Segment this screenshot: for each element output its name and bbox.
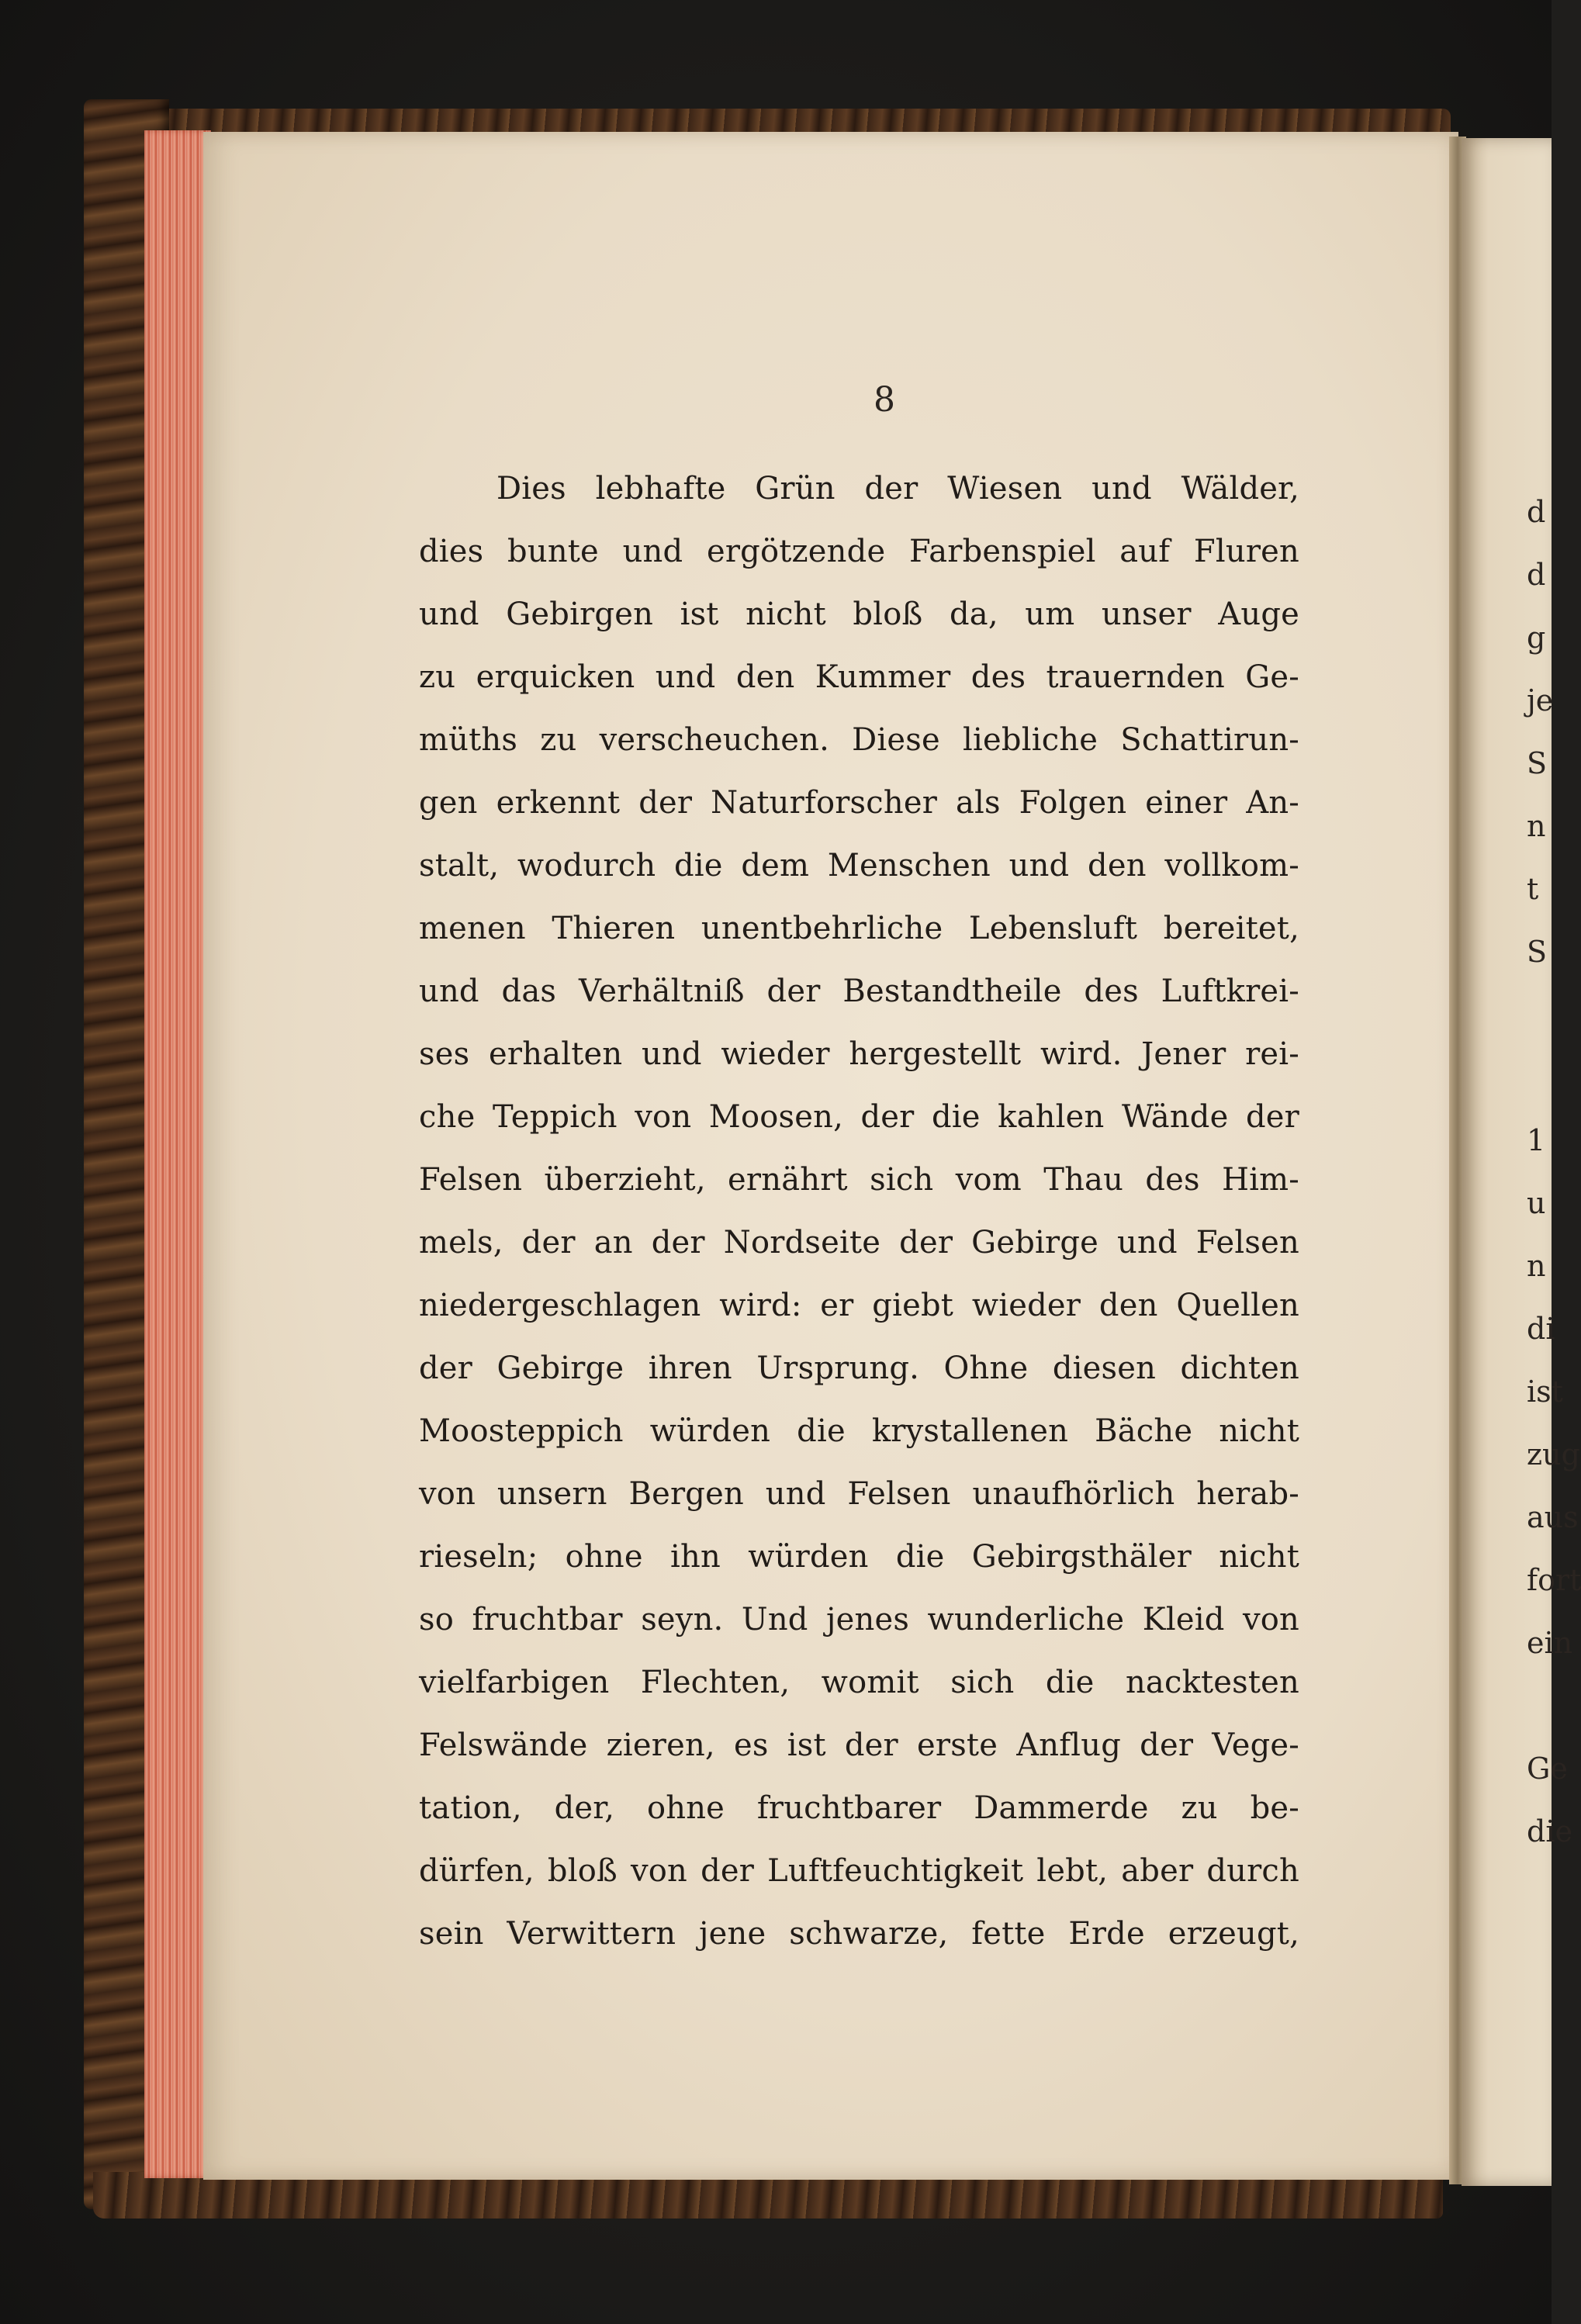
text-line: rieseln; ohne ihn würden die Gebirgsthäler nicht	[419, 1539, 1299, 1575]
text-line: niedergeschlagen wird: er giebt wieder den Quellen	[419, 1288, 1299, 1323]
text-line: Felswände zieren, es ist der erste Anflug der Vege-	[419, 1727, 1299, 1763]
text-line: che Teppich von Moosen, der die kahlen Wände der	[419, 1099, 1299, 1135]
page-number: 8	[874, 380, 895, 420]
facing-fragment	[1527, 1046, 1552, 1109]
text-line: stalt, wodurch die dem Menschen und den vollkom-	[419, 848, 1299, 884]
facing-fragment	[1527, 1675, 1552, 1738]
facing-fragment: n	[1527, 1249, 1546, 1283]
text-line: und Gebirgen ist nicht bloß da, um unser Auge	[419, 597, 1299, 632]
facing-fragment: g	[1527, 621, 1546, 655]
facing-fragment: S	[1527, 935, 1548, 969]
facing-page-text-fragments	[1527, 481, 1581, 1863]
text-line: Dies lebhafte Grün der Wiesen und Wälder,	[496, 471, 1299, 507]
red-page-edges	[144, 130, 211, 2178]
facing-fragment: d	[1527, 558, 1546, 592]
facing-fragment: fort	[1527, 1563, 1581, 1597]
facing-fragment	[1527, 984, 1552, 1046]
text-line: von unsern Bergen und Felsen unaufhörlich herab-	[419, 1476, 1299, 1512]
facing-fragment: je	[1527, 683, 1554, 718]
text-line: dies bunte und ergötzende Farbenspiel auf Fluren	[419, 534, 1299, 569]
text-line: sein Verwittern jene schwarze, fette Erde erzeugt,	[419, 1916, 1299, 1952]
facing-fragment: aus	[1527, 1500, 1579, 1534]
facing-fragment: d	[1527, 495, 1546, 529]
text-line: Moosteppich würden die krystallenen Bäche nicht	[419, 1413, 1299, 1449]
text-line: und das Verhältniß der Bestandtheile des Luftkrei-	[419, 974, 1299, 1009]
facing-fragment: ein	[1527, 1626, 1573, 1660]
facing-fragment: Ge	[1527, 1752, 1568, 1786]
facing-fragment: die	[1527, 1814, 1572, 1848]
facing-fragment: di	[1527, 1312, 1555, 1346]
facing-fragment: u	[1527, 1186, 1546, 1220]
facing-fragment: zug	[1527, 1437, 1580, 1472]
text-line: dürfen, bloß von der Luftfeuchtigkeit lebt, aber durch	[419, 1853, 1299, 1889]
text-line: mels, der an der Nordseite der Gebirge und Felsen	[419, 1225, 1299, 1261]
text-line: müths zu verscheuchen. Diese liebliche Schattirun-	[419, 722, 1299, 758]
text-line: menen Thieren unentbehrliche Lebensluft bereitet,	[419, 911, 1299, 946]
text-line: tation, der, ohne fruchtbarer Dammerde zu be-	[419, 1790, 1299, 1826]
text-line: gen erkennt der Naturforscher als Folgen einer An-	[419, 785, 1299, 821]
text-line: ses erhalten und wieder hergestellt wird. Jener rei-	[419, 1036, 1299, 1072]
facing-fragment: t	[1527, 872, 1539, 906]
facing-fragment: n	[1527, 809, 1546, 843]
page-body-text	[419, 458, 1299, 1966]
text-line: der Gebirge ihren Ursprung. Ohne diesen dichten	[419, 1350, 1299, 1386]
facing-fragment: ist	[1527, 1375, 1563, 1409]
text-line: so fruchtbar seyn. Und jenes wunderliche Kleid von	[419, 1602, 1299, 1638]
text-line: zu erquicken und den Kummer des trauernden Ge-	[419, 659, 1299, 695]
text-line: Felsen überzieht, ernährt sich vom Thau des Him-	[419, 1162, 1299, 1198]
facing-fragment: S	[1527, 746, 1548, 780]
facing-fragment: 1	[1527, 1123, 1546, 1157]
text-line: vielfarbigen Flechten, womit sich die nacktesten	[419, 1665, 1299, 1700]
